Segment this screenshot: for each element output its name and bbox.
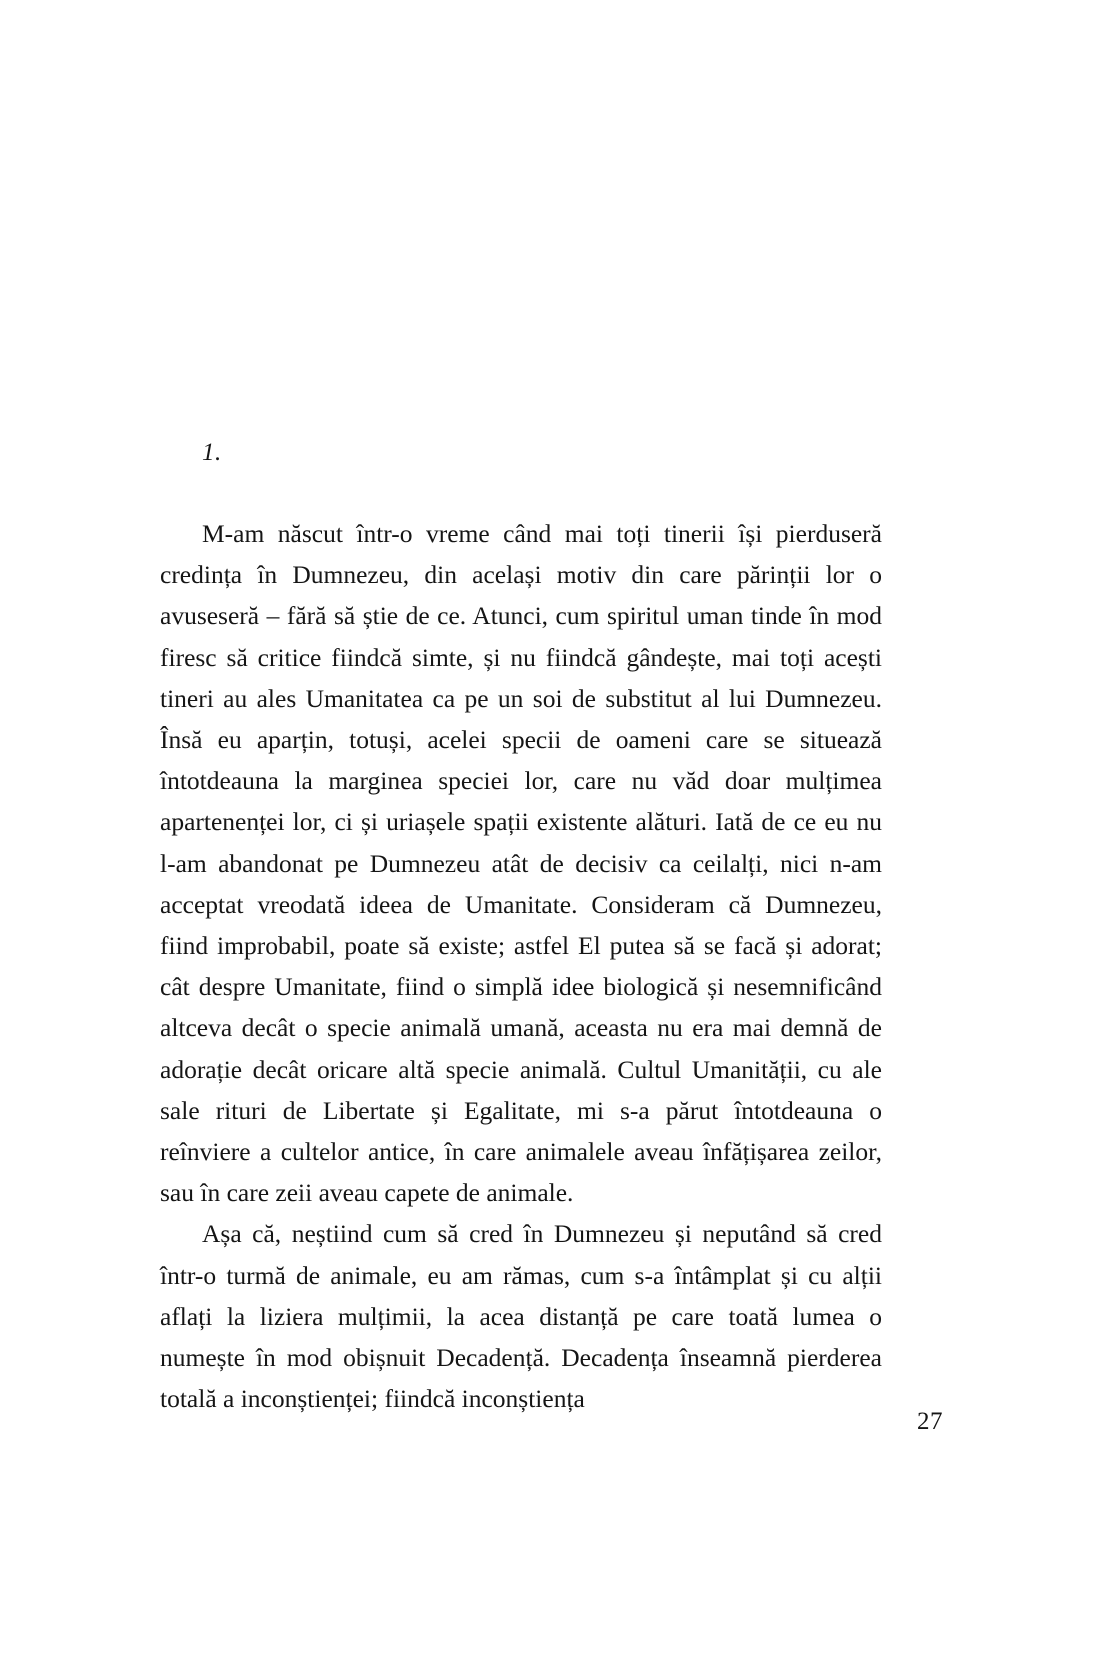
section-number: 1. xyxy=(202,439,222,466)
page-number: 27 xyxy=(917,1408,943,1435)
body-paragraph: M-am născut într-o vreme când mai toți tinerii își pierduseră credința în Dumnezeu, din același motiv din care părinții lor o avuseseră – fără să știe de ce. Atunci, cum spiritul uman tinde în mod firesc să critice fiindcă simte, și nu fiindcă gândește, mai toți acești tineri au ales Umanitatea ca pe un soi de substitut al lui Dumnezeu. Însă eu aparțin, totuși, acelei specii de oameni care se situează întotdeauna la marginea speciei lor, care nu văd doar mulțimea apartenenței lor, ci și uriașele spații existente alături. Iată de ce eu nu l-am abandonat pe Dumnezeu atât de decisiv ca ceilalți, nici n-am acceptat vreodată ideea de Umanitate. Consideram că Dumnezeu, fiind improbabil, poate să existe; astfel El putea să se facă și adorat; cât despre Umanitate, fiind o simplă idee biologică și nesemnificând altceva decât o specie animală umană, aceasta nu era mai demnă de adorație decât oricare altă specie animală. Cultul Umanității, cu ale sale rituri de Libertate și Egalitate, mi s-a părut întotdeauna o reînviere a cultelor antice, în care animalele aveau înfățișarea zeilor, sau în care zeii aveau capete de animale. xyxy=(160,519,882,1208)
page-text-block xyxy=(160,440,882,1419)
body-paragraph: Așa că, neștiind cum să cred în Dumnezeu și neputând să cred într-o turmă de animale, eu am rămas, cum s-a întâmplat și cu alții aflați la liziera mulțimii, la acea distanță pe care toată lumea o numește în mod obișnuit Decadență. Decadența înseamnă pierderea totală a inconștienței; fiindcă inconștiența xyxy=(160,1219,882,1414)
